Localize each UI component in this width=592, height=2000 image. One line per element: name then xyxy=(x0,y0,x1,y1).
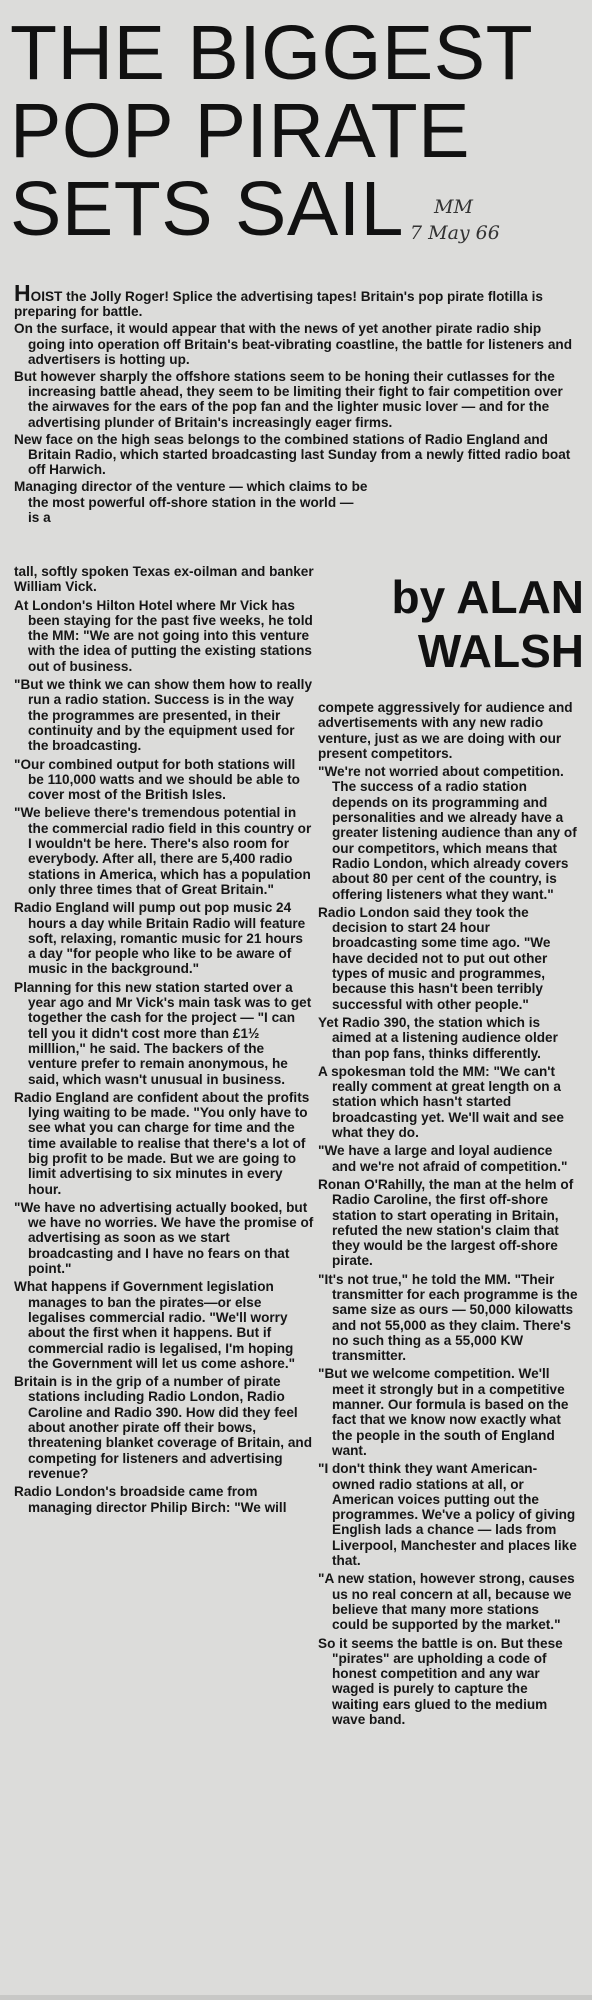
drop-cap: H xyxy=(14,280,31,306)
column-paragraph: Radio London said they took the decision to start 24 hour broadcasting some time ago. "We have decided not to put out other types of music and programmes, because this hasn't been terribly successful with other people." xyxy=(318,904,551,1012)
column-paragraph: "We have no advertising actually booked, but we have no worries. We have the promise of advertising as soon as we start broadcasting and I have no fears on that point." xyxy=(14,1199,314,1277)
column-paragraph: What happens if Government legislation manages to ban the pirates—or else legalises commercial radio. "We'll worry about the first when it happens. But if commercial radio is legalised, I'm hoping the Government will let us come ashore." xyxy=(14,1279,296,1371)
column-paragraph: Radio London's broadside came from managing director Philip Birch: "We will xyxy=(14,1484,287,1515)
column-paragraph: Radio England will pump out pop music 24 hours a day while Britain Radio will feature soft, relaxing, romantic music for 21 hours a day "for people who like to be aware of music in the background." xyxy=(14,900,306,977)
byline xyxy=(364,570,584,678)
column-paragraph: A spokesman told the MM: "We can't really comment at great length on a station which hasn't started broadcasting yet. We'll wait and see what they do. xyxy=(318,1063,564,1141)
column-paragraph: "We have a large and loyal audience and we're not afraid of competition." xyxy=(318,1143,568,1174)
column-paragraph: "I don't think they want American-owned radio stations at all, or American voices putting out the programmes. We've a policy of giving English lads a chance — lads from Liverpool, Manchester and places like that. xyxy=(318,1461,577,1569)
column-paragraph: "Our combined output for both stations will be 110,000 watts and we should be able to cover most of the British Isles. xyxy=(14,756,300,803)
column-paragraph: compete aggressively for audience and advertisements with any new radio venture, just as we are doing with our present competitors. xyxy=(318,700,573,761)
column-paragraph: "But we think we can show them how to really run a radio station. Success is in the way the programmes are presented, in their continuity and by the equipment used for the broadcasting. xyxy=(14,677,313,754)
byline-line-2: WALSH xyxy=(417,625,584,677)
handwritten-date-note xyxy=(410,194,500,246)
column-paragraph: "We believe there's tremendous potential in the commercial radio field in this country or I wouldn't be here. There's also room for everybody. After all, there are 5,400 radio stations in America, which has a population only three times that of Great Britain." xyxy=(14,805,312,897)
headline-line-1: THE BIGGEST xyxy=(10,10,534,96)
intro-paragraph: On the surface, it would appear that with the news of yet another pirate radio ship going into operation off Britain's beat-vibrating coastline, the battle for listeners and advertisers is hotting up. xyxy=(14,321,573,367)
column-paragraph: "It's not true," he told the MM. "Their transmitter for each programme is the same size as ours — 50,000 kilowatts and not 55,000 as they claim. There's no such thing as a 55,000 KW transmitter. xyxy=(318,1271,578,1364)
byline-line-1: by ALAN xyxy=(391,571,584,623)
intro-text xyxy=(14,280,580,527)
column-paragraph: Planning for this new station started over a year ago and Mr Vick's main task was to get together the cash for the project — "I can tell you it didn't cost more than £1½ milllion," he said. The backers of the venture prefer to remain anonymous, he said, which wasn't unusual in business. xyxy=(14,979,312,1087)
handwritten-note-line-2: 7 May 66 xyxy=(410,222,500,244)
column-paragraph: Radio England are confident about the profits lying waiting to be made. "You only have to see what you can charge for time and the time available to realise that there's a lot of big profit to be made. But we are going to limit advertising to six minutes in every hour. xyxy=(14,1089,310,1197)
column-paragraph: "A new station, however strong, causes us no real concern at all, because we believe that many more stations could be supported by the market." xyxy=(318,1571,575,1633)
intro-paragraph: New face on the high seas belongs to the combined stations of Radio England and Britain Radio, which started broadcasting last Sunday from a newly fitted radio boat off Harwich. xyxy=(14,431,571,478)
column-paragraph: "We're not worried about competition. The success of a radio station depends on its programming and personalities and we already have a greater listening audience than any of our competitors, which means that Radio London, which already covers about 80 per cent of the country, is offering listeners what they want." xyxy=(318,764,577,902)
right-column xyxy=(318,700,578,1730)
column-paragraph: Ronan O'Rahilly, the man at the helm of Radio Caroline, the first off-shore station to start operating in Britain, refuted the new station's claim that they would be the largest off-shore pirate. xyxy=(318,1176,574,1269)
headline-line-2: POP PIRATE xyxy=(10,88,471,174)
column-paragraph: So it seems the battle is on. But these "pirates" are upholding a code of honest competition and any war waged is purely to capture the waiting ears glued to the medium wave band. xyxy=(318,1635,563,1727)
intro-paragraph: But however sharply the offshore stations seem to be honing their cutlasses for the increasing battle ahead, they seem to be limiting their fight to fair competition over the airwaves for the ears of the pop fan and the lighter music lover — and for the advertising plunder of Britain's increasingly eager firms. xyxy=(14,369,563,430)
headline-line-3: SETS SAIL xyxy=(10,166,404,252)
page-bottom-edge xyxy=(0,1995,592,2000)
column-paragraph: Yet Radio 390, the station which is aimed at a listening audience older than pop fans, thinks differently. xyxy=(318,1014,558,1061)
lead-paragraph: HOIST the Jolly Roger! Splice the advertising tapes! Britain's pop pirate flotilla is preparing for battle. xyxy=(14,280,543,320)
column-paragraph: Britain is in the grip of a number of pirate stations including Radio London, Radio Caroline and Radio 390. How did they feel about another pirate off their bows, threatening blanket coverage of Britain, and competing for listeners and advertising revenue? xyxy=(14,1374,313,1481)
handwritten-note-line-1: MM xyxy=(434,196,473,218)
column-paragraph: At London's Hilton Hotel where Mr Vick has been staying for the past five weeks, he told the MM: "We are not going into this venture with the idea of putting the existing stations out of business. xyxy=(14,597,313,674)
intro-paragraph: Managing director of the venture — which claims to be the most powerful off-shore station in the world — is a xyxy=(14,479,368,525)
left-column xyxy=(14,564,314,1518)
column-paragraph: "But we welcome competition. We'll meet it strongly but in a competitive manner. Our formula is based on the fact that we know now exactly what the people in the south of England want. xyxy=(318,1366,569,1458)
column-paragraph: tall, softly spoken Texas ex-oilman and banker William Vick. xyxy=(14,564,314,595)
